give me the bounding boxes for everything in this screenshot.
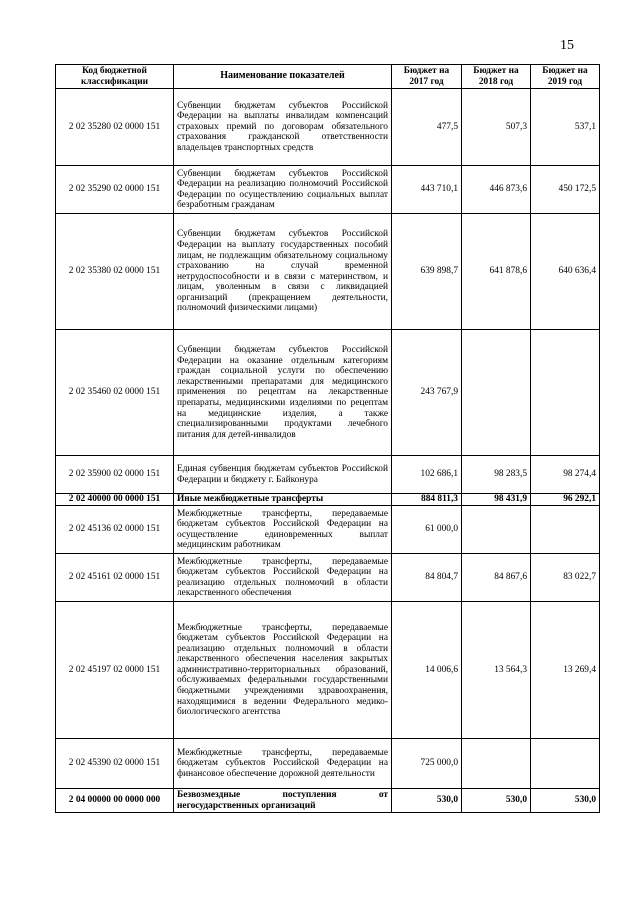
header-2018: Бюджет на 2018 год (462, 65, 531, 89)
row-value-2017: 725 000,0 (392, 739, 462, 789)
row-value-2018: 84 867,6 (462, 554, 531, 602)
table-row (56, 554, 600, 602)
row-code: 2 02 35290 02 0000 151 (56, 166, 174, 214)
header-code: Код бюджетной классификации (56, 65, 174, 89)
row-code: 2 04 00000 00 0000 000 (56, 789, 174, 813)
row-code: 2 02 45136 02 0000 151 (56, 506, 174, 554)
row-value-2019: 530,0 (531, 789, 600, 813)
table-row (56, 602, 600, 739)
table-row (56, 214, 600, 330)
row-value-2019: 96 292,1 (531, 494, 600, 506)
row-name: Межбюджетные трансферты, передаваемые бюджетам субъектов Российской Федерации на финансовое обеспечение дорожной деятельности (174, 739, 392, 789)
table-row (56, 494, 600, 506)
row-value-2018: 13 564,3 (462, 602, 531, 739)
row-name: Межбюджетные трансферты, передаваемые бюджетам субъектов Российской Федерации на осуществление единовременных выплат медицинским работникам (174, 506, 392, 554)
row-code: 2 02 45197 02 0000 151 (56, 602, 174, 739)
row-value-2017: 530,0 (392, 789, 462, 813)
row-value-2019 (531, 506, 600, 554)
table-header-row (56, 65, 600, 89)
row-value-2019: 537,1 (531, 89, 600, 166)
row-value-2019: 450 172,5 (531, 166, 600, 214)
row-code: 2 02 45161 02 0000 151 (56, 554, 174, 602)
row-value-2019: 83 022,7 (531, 554, 600, 602)
row-code: 2 02 40000 00 0000 151 (56, 494, 174, 506)
row-value-2017: 61 000,0 (392, 506, 462, 554)
row-value-2019: 13 269,4 (531, 602, 600, 739)
row-code: 2 02 35280 02 0000 151 (56, 89, 174, 166)
row-code: 2 02 35460 02 0000 151 (56, 330, 174, 456)
row-code: 2 02 35380 02 0000 151 (56, 214, 174, 330)
row-value-2018 (462, 330, 531, 456)
row-value-2017: 102 686,1 (392, 456, 462, 494)
table-row (56, 506, 600, 554)
row-value-2018 (462, 506, 531, 554)
row-name: Иные межбюджетные трансферты (174, 494, 392, 506)
row-value-2017: 639 898,7 (392, 214, 462, 330)
row-name: Субвенции бюджетам субъектов Российской Федерации на реализацию полномочий Российской Федерации по осуществлению социальных выплат безработным гражданам (174, 166, 392, 214)
header-name: Наименование показателей (174, 65, 392, 89)
header-2019: Бюджет на 2019 год (531, 65, 600, 89)
budget-table (55, 64, 600, 813)
header-2017: Бюджет на 2017 год (392, 65, 462, 89)
row-value-2017: 884 811,3 (392, 494, 462, 506)
row-value-2017: 243 767,9 (392, 330, 462, 456)
page-number: 15 (560, 38, 574, 53)
row-value-2018: 507,3 (462, 89, 531, 166)
table-row (56, 89, 600, 166)
row-value-2018: 446 873,6 (462, 166, 531, 214)
row-value-2018: 641 878,6 (462, 214, 531, 330)
row-name: Безвозмездные поступления от негосударственных организаций (174, 789, 392, 813)
row-value-2018: 530,0 (462, 789, 531, 813)
row-name: Межбюджетные трансферты, передаваемые бюджетам субъектов Российской Федерации на реализацию отдельных полномочий в области лекарственного обеспечения населения закрытых административно-территориальных образований, обслуживаемых федеральными государственными бюджетными учреждениями здравоохранения, находящимися в ведении Федерального медико-биологического агентства (174, 602, 392, 739)
table-row (56, 456, 600, 494)
table-row (56, 789, 600, 813)
row-name: Субвенции бюджетам субъектов Российской Федерации на выплату государственных пособий лицам, не подлежащим обязательному социальному страхованию на случай временной нетрудоспособности и в связи с материнством, и лицам, уволенным в связи с ликвидацией организаций (прекращением деятельности, полномочий физическими лицами) (174, 214, 392, 330)
row-value-2019 (531, 330, 600, 456)
row-name: Субвенции бюджетам субъектов Российской Федерации на оказание отдельным категориям граждан социальной услуги по обеспечению лекарственными препаратами для медицинского применения по рецептам на лекарственные препараты, медицинскими изделиями по рецептам на медицинские изделия, а также специализированными продуктами лечебного питания для детей-инвалидов (174, 330, 392, 456)
table-row (56, 166, 600, 214)
row-value-2018 (462, 739, 531, 789)
row-value-2017: 443 710,1 (392, 166, 462, 214)
row-value-2017: 84 804,7 (392, 554, 462, 602)
row-value-2019: 640 636,4 (531, 214, 600, 330)
row-value-2017: 14 006,6 (392, 602, 462, 739)
row-value-2018: 98 431,9 (462, 494, 531, 506)
row-value-2017: 477,5 (392, 89, 462, 166)
row-name: Межбюджетные трансферты, передаваемые бюджетам субъектов Российской Федерации на реализацию отдельных полномочий в области лекарственного обеспечения (174, 554, 392, 602)
row-code: 2 02 45390 02 0000 151 (56, 739, 174, 789)
table-row (56, 330, 600, 456)
table-row (56, 739, 600, 789)
row-value-2018: 98 283,5 (462, 456, 531, 494)
row-value-2019 (531, 739, 600, 789)
row-name: Субвенции бюджетам субъектов Российской Федерации на выплаты инвалидам компенсаций страховых премий по договорам обязательного страхования гражданской ответственности владельцев транспортных средств (174, 89, 392, 166)
row-code: 2 02 35900 02 0000 151 (56, 456, 174, 494)
row-value-2019: 98 274,4 (531, 456, 600, 494)
row-name: Единая субвенция бюджетам субъектов Российской Федерации и бюджету г. Байконура (174, 456, 392, 494)
